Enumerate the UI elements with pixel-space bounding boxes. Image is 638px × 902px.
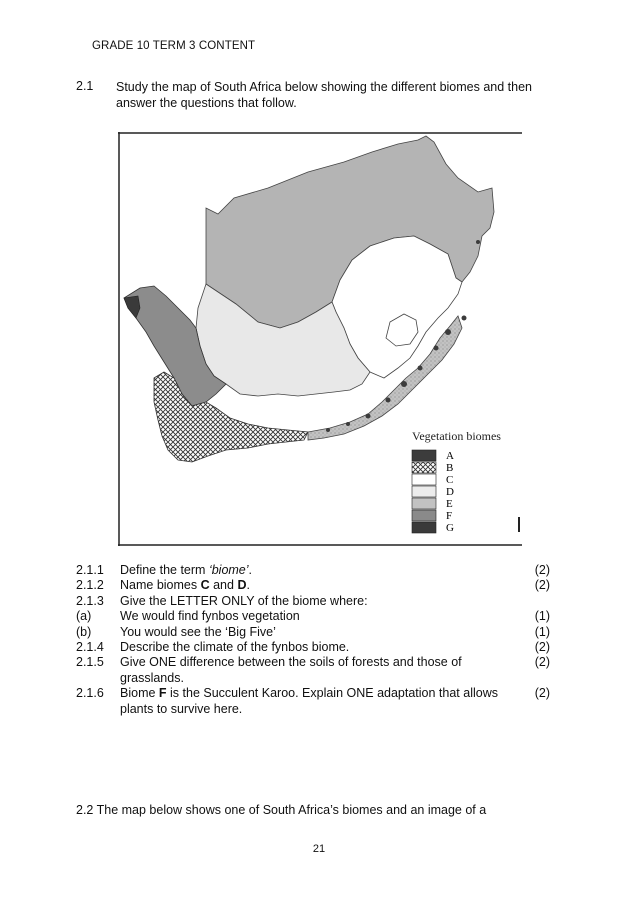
legend-letter-c: C [446,474,454,486]
legend-letter-f: F [446,510,453,522]
question-marks: (2) [534,563,550,577]
question-text: You would see the ‘Big Five’ [120,625,276,639]
question-text: Describe the climate of the fynbos biome. [120,640,350,654]
question-text: We would find fynbos vegetation [120,609,300,623]
legend-swatch-g [412,522,436,533]
question-marks: (1) [534,625,550,639]
legend-letter-e: E [446,498,453,510]
question-marks: (2) [534,578,550,592]
legend-swatch-a [412,450,436,461]
question-number: 2.1.2 [76,578,104,592]
question-marks: (2) [534,686,550,700]
legend-swatch-f [412,510,436,521]
question-text: Give ONE difference between the soils of forests and those of grasslands. [120,655,462,685]
legend-letter-d: D [446,486,454,498]
legend-swatch-c [412,474,436,485]
question-number: (a) [76,609,92,623]
legend-swatch-b [412,462,436,473]
question-number: 2.1.5 [76,655,104,669]
legend-letter-g: G [446,522,454,534]
question-text: Define the term ‘biome’. [120,563,253,577]
question-marks: (1) [534,609,550,623]
question-text: Biome F is the Succulent Karoo. Explain ONE adaptation that allows plants to survive here. [120,686,498,716]
biome-g-desert [124,296,140,318]
question-marks: (2) [534,640,550,654]
legend-swatch-d [412,486,436,497]
question-text: Name biomes C and D. [120,578,250,592]
page-number: 21 [312,843,326,855]
legend-swatch-e [412,498,436,509]
question-number: 2.1.3 [76,594,104,608]
question-number: 2.1.4 [76,640,104,654]
legend-title: Vegetation biomes [412,429,501,443]
map-legend [412,450,454,534]
question-number: 2.1 [76,79,94,93]
question-text: Give the LETTER ONLY of the biome where: [120,594,368,608]
question-number: 2.1.1 [76,563,104,577]
question-marks: (2) [534,655,550,669]
legend-letter-a: A [446,450,454,462]
page-header: GRADE 10 TERM 3 CONTENT [92,40,256,52]
question-2-2-intro: 2.2 The map below shows one of South Africa’s biomes and an image of a [76,803,487,817]
question-number: 2.1.6 [76,686,104,700]
biome-map [118,132,522,546]
question-number: (b) [76,625,92,639]
legend-letter-b: B [446,462,454,474]
question-instruction: Study the map of South Africa below showing the different biomes and then answer the questions that follow. [116,80,533,110]
